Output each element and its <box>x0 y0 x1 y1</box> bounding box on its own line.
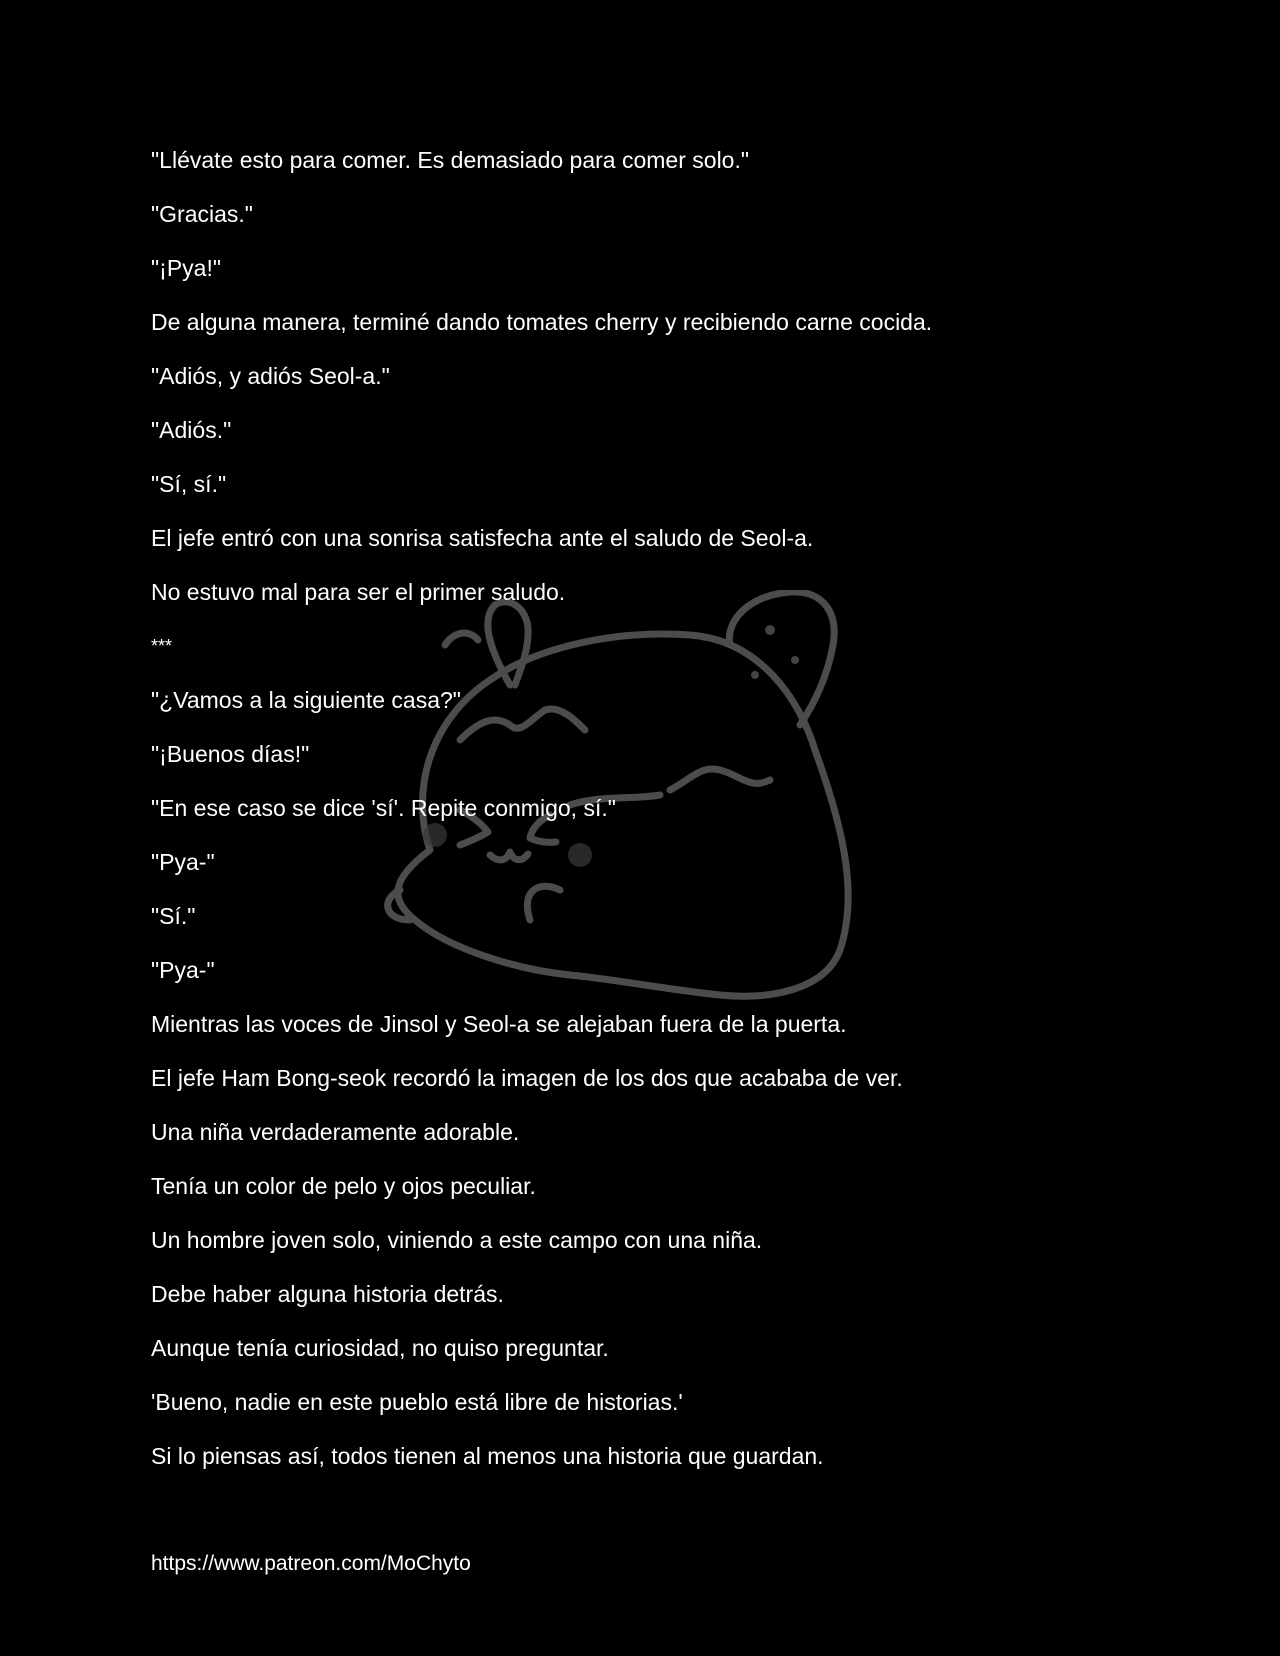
paragraph: Un hombre joven solo, viniendo a este campo con una niña. <box>151 1227 763 1253</box>
paragraph: Mientras las voces de Jinsol y Seol-a se alejaban fuera de la puerta. <box>151 1011 847 1037</box>
paragraph: No estuvo mal para ser el primer saludo. <box>151 579 566 605</box>
paragraph: Aunque tenía curiosidad, no quiso preguntar. <box>151 1335 609 1361</box>
paragraph: "¿Vamos a la siguiente casa?" <box>151 687 461 713</box>
paragraph: "Llévate esto para comer. Es demasiado para comer solo." <box>151 147 750 173</box>
paragraph: "En ese caso se dice 'sí'. Repite conmigo, sí." <box>151 795 616 821</box>
paragraph: "Adiós." <box>151 417 232 443</box>
paragraph: Tenía un color de pelo y ojos peculiar. <box>151 1173 536 1199</box>
paragraph: De alguna manera, terminé dando tomates cherry y recibiendo carne cocida. <box>151 309 933 335</box>
paragraph: 'Bueno, nadie en este pueblo está libre de historias.' <box>151 1389 683 1415</box>
paragraph: El jefe entró con una sonrisa satisfecha ante el saludo de Seol-a. <box>151 525 814 551</box>
paragraph: "Gracias." <box>151 201 253 227</box>
paragraph: "Sí, sí." <box>151 471 227 497</box>
patreon-link[interactable]: https://www.patreon.com/MoChyto <box>151 1552 471 1575</box>
paragraph: "¡Buenos días!" <box>151 741 310 767</box>
paragraph: "Pya-" <box>151 849 215 875</box>
paragraph: Debe haber alguna historia detrás. <box>151 1281 504 1307</box>
story-text <box>151 147 1151 1497</box>
paragraph: "¡Pya!" <box>151 255 222 281</box>
paragraph: Una niña verdaderamente adorable. <box>151 1119 520 1145</box>
paragraph: Si lo piensas así, todos tienen al menos una historia que guardan. <box>151 1443 824 1469</box>
paragraph: El jefe Ham Bong-seok recordó la imagen de los dos que acababa de ver. <box>151 1065 903 1091</box>
scene-separator: *** <box>151 636 173 656</box>
paragraph: "Adiós, y adiós Seol-a." <box>151 363 390 389</box>
paragraph: "Pya-" <box>151 957 215 983</box>
paragraph: "Sí." <box>151 903 196 929</box>
